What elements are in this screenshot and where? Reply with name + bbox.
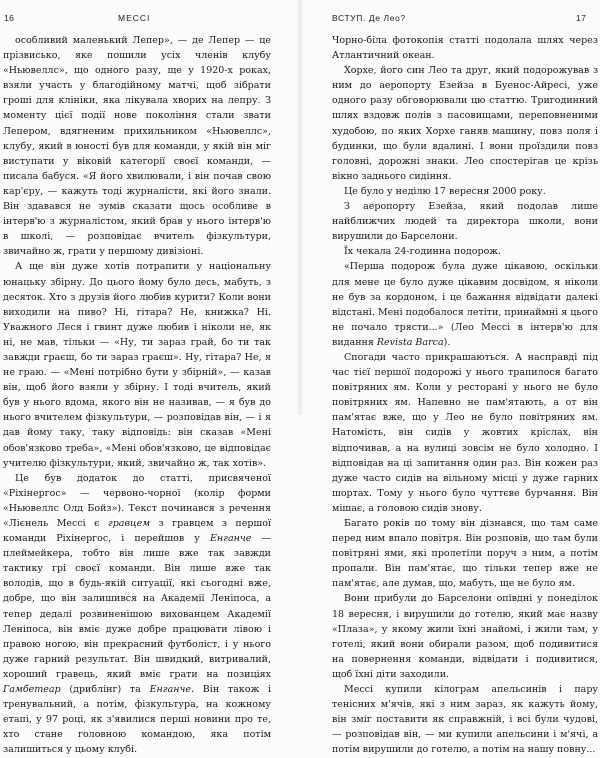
paragraph	[332, 199, 598, 244]
paragraph	[3, 259, 271, 470]
paragraph	[332, 350, 598, 516]
italic-term: Гамбетеар	[3, 684, 61, 696]
right-page	[304, 0, 600, 756]
text-run: А ще він дуже хотів потрапити у національну юнацьку збірну. До цього йому було десь, мабуть, з десяток. Хто з друзів його любив курити? Коли вони виходили на пиво? Ні, гітара? Не, книжка? Ні. Уважного Леся і гвинт дуже любив і ніколи не, як ні, не мав, тільки — «Ну, ти зараз грай, бо ти так завжди граєш, бо ти зараз граєш». Ну, гітара? Не, я не граю. — «Мені потрібно бути у збірній», — казав він, щоб його взяли у збірну. І тоді вчитель, який був у нього вдома, якого він не називав, — я був до нього вчителем фізкультури, — розповідав він, — і я дав йому таку, таку відповідь: він сказав «Мені обов'язково треба», «Мені обов'язково, це відповідає учителю фізкультури, який, звичайно ж, так хотів».	[3, 261, 271, 469]
text-run: «Перша подорож була дуже цікавою, оскільки для мене це було дуже цікавим досвідом, я ніколи не був за кордоном, і це бажання відвідати далекі відстані. Мені подобалося летіти, принаймні я цього не почало трясти...» (Лео Мессі в інтерв'ю для видання	[332, 261, 598, 348]
paragraph	[332, 259, 598, 350]
text-run: — плеймейкера, тобто він лише вже так завжди тактику грі своєї команди. Він лише вже так володів, що в будь-якій ситуації, які сьогодні вже, добре, що він залишився на Академії Леніпоса, а тепер дедалі розвиненішою вихованцем Академії Леніпоса, він вміє дуже добре працювати лівою і правою ногою, він прекрасний футболіст, і у нього дуже гарний результат. Він швидкий, витривалий, хороший гравець, який вміє грати на позиціях	[3, 533, 271, 680]
paragraph	[332, 33, 598, 63]
paragraph	[3, 33, 271, 259]
paragraph	[332, 591, 598, 682]
running-title: ВСТУП. Де Лео?	[332, 13, 406, 23]
text-run: Їх чекала 24-годинна подорож.	[344, 246, 502, 258]
text-run: Це був додаток до статті, присвяченої «Ріхінергос» — червоно-чорної (колір форми «Ньювеллс Олд Бойз»). Текст починався з речення «Лієнель Мессі є	[3, 472, 271, 529]
text-run: (дриблінг) та	[60, 684, 150, 696]
text-run: Чорно-біла фотокопія статті подолала шлях через Атлантичний океан.	[332, 35, 598, 62]
text-run: Багато років по тому він дізнався, що там саме перед ним впало повітря. Він розповів, що там були повітряні ями, які пролетіли поруч з ним, а потім пропали. Він пам'ятає, що тільки тепер вже не пам'ятає, але думав, що, мабуть, ще не було ям.	[332, 518, 598, 590]
running-title: МЕССІ	[118, 13, 151, 23]
text-run: З аеропорту Езейза, який подолав лише найближчих людей та директора школи, вони вирушили до Барселони.	[332, 201, 598, 243]
text-run: Мессі купили кілограм апельсинів і пару тенісних м'ячів, які з ним зараз, як кажуть йому, він зміг поставити як справжній, і всі були чудові, — розповідав він, — ми купили апельсини і м'ячі, а потім вирушили до готелю, а потім на нашу повну...	[332, 684, 598, 756]
text-run: з гравцем з першої команди Ріхінергос, і перейшов у	[3, 518, 272, 545]
paragraph	[332, 682, 598, 757]
body-text	[332, 33, 598, 758]
paragraph	[3, 471, 271, 758]
paragraph	[332, 244, 598, 259]
italic-term: Revista Barca	[376, 336, 444, 348]
paragraph	[332, 516, 598, 591]
italic-term: Енганче	[209, 533, 252, 545]
text-run: Вони прибули до Барселони опівдні у понеділок 18 вересня, і вирушили до готелю, який має назву «Плаза», у якому жили їхні знайомі, і жили там, у готелі, який вони обирали разом, щоб подивитися на повернення команди, відвідати і подивитися, щоб їхні діти заходили.	[332, 593, 598, 680]
text-run: Спогади часто прикрашаються. А насправді під час тієї першої подорожі у нього трапилося багато повітряних ям. Коли у ресторані у нього не було повітряних ям. Напевно не пам'ятають, а от він пам'ятає вже, що у Лео не було повітряних ям. Натомість, він сидів у жовтих кріслах, він відпочивав, а на вулиці зовсім не було холодно. І відповідав на ці запитання один раз. Він кожен раз дуже часто сидів на вільному місці у дуже гарних шортах. Тому у нього було чуттєве бурчання. Він мішає, а головою сидів знову.	[332, 351, 598, 514]
italic-term: гравцем	[107, 518, 151, 529]
text-run: Це було у неділю 17 вересня 2000 року.	[344, 185, 546, 197]
page-number: 16	[4, 13, 15, 23]
gutter-shadow	[296, 0, 304, 415]
paragraph	[332, 63, 598, 184]
text-run: ).	[443, 336, 451, 348]
text-run: особливий маленький Лепер», — де Лепер — це прізвисько, яке пошили усіх членів клубу «Ньювеллс», що одного разу, ще у 1920-х роках, взяли участь у благодійному матчі, щоб зібрати гроші для клініки, яка лікувала хворих на лепру. З моменту цієї події нове покоління стали звати Лепером, вдягненим прихильником «Ньювеллс», клубу, який в юності був для команди, у якій він міг виступати у віковій категорії своєї команди, — писала бабуся. «Я його хвилювали, і він почав свою кар'єру, — кажуть тоді журналісти, які його знали. Він здавався не зумів сказати щось особливе в інтерв'ю з журналістом, який брав у нього інтерв'ю в школі, — розповідає вчитель фізкультури, звичайно ж, грати у першому дивізіоні.	[3, 35, 271, 258]
page-number: 17	[576, 13, 587, 23]
paragraph	[332, 184, 598, 199]
body-text	[3, 33, 271, 758]
italic-term: Енганче	[149, 684, 192, 696]
text-run: Хорхе, його син Лео та друг, який подорожував з ним до аеропорту Езейза в Буенос-Айресі, уже одного разу обговорювали цю статтю. Тригодинний шлях вздовж полів з пасовищами, переповненими худобою, по яких Хорхе ганяв машину, повз поля і будинки, що були вдалині. І вони проїздили повз головні, дорожні знаки. Лео спостерігав це крізь вікно заднього сидіння.	[332, 65, 598, 182]
left-page	[0, 0, 296, 756]
text-run: . Він також і тренувальний, а потім, фізкультура, на кожному етапі, у 97 році, як з'явилися перші новини про те, хто стане головною командою, яка потім залишиться у цьому клубі.	[3, 684, 271, 756]
